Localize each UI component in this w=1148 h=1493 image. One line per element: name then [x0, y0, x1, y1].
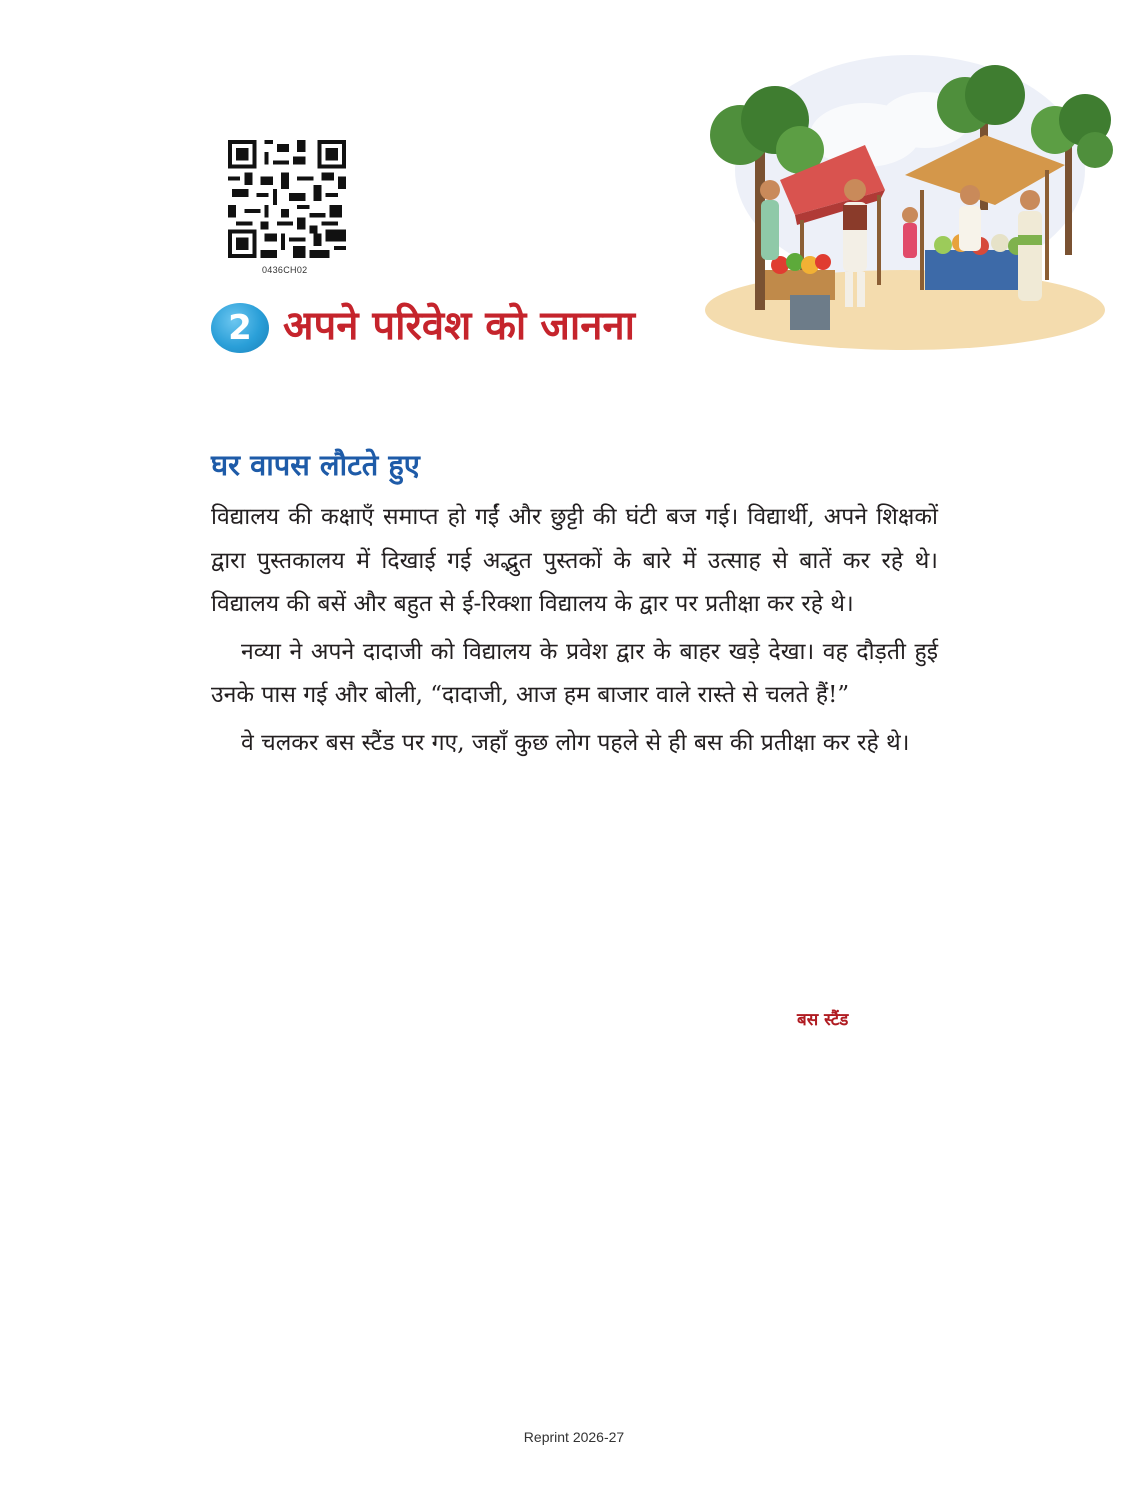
qr-code-label: 0436CH02 — [262, 265, 308, 275]
section-heading: घर वापस लौटते हुए — [211, 448, 420, 482]
paragraph: नव्या ने अपने दादाजी को विद्यालय के प्रवेश द्वार के बाहर खड़े देखा। वह दौड़ती हुई उनके पास गई और बोली, “दादाजी, आज हम बाजार वाले रास्ते से चलते हैं!” — [211, 638, 938, 708]
paragraph: विद्यालय की कक्षाएँ समाप्त हो गईं और छुट्टी की घंटी बज गई। विद्यार्थी, अपने शिक्षकों द्वारा पुस्तकालय में दिखाई गई अद्भुत पुस्तकों के बारे में उत्साह से बातें कर रहे थे। विद्यालय की बसें और बहुत से ई-रिक्शा विद्यालय के द्वार पर प्रतीक्षा कर रहे थे। — [211, 504, 938, 617]
market-illustration — [695, 40, 1115, 360]
chapter-number-badge: 2 — [211, 303, 269, 353]
qr-code-icon — [228, 140, 346, 258]
body-text — [211, 496, 938, 765]
reprint-footer: Reprint 2026-27 — [523, 1429, 625, 1445]
chapter-title: अपने परिवेश को जानना — [283, 303, 636, 349]
paragraph: वे चलकर बस स्टैंड पर गए, जहाँ कुछ लोग पहले से ही बस की प्रतीक्षा कर रहे थे। — [241, 729, 910, 756]
bus-stand-label: बस स्टैंड — [797, 1010, 849, 1030]
